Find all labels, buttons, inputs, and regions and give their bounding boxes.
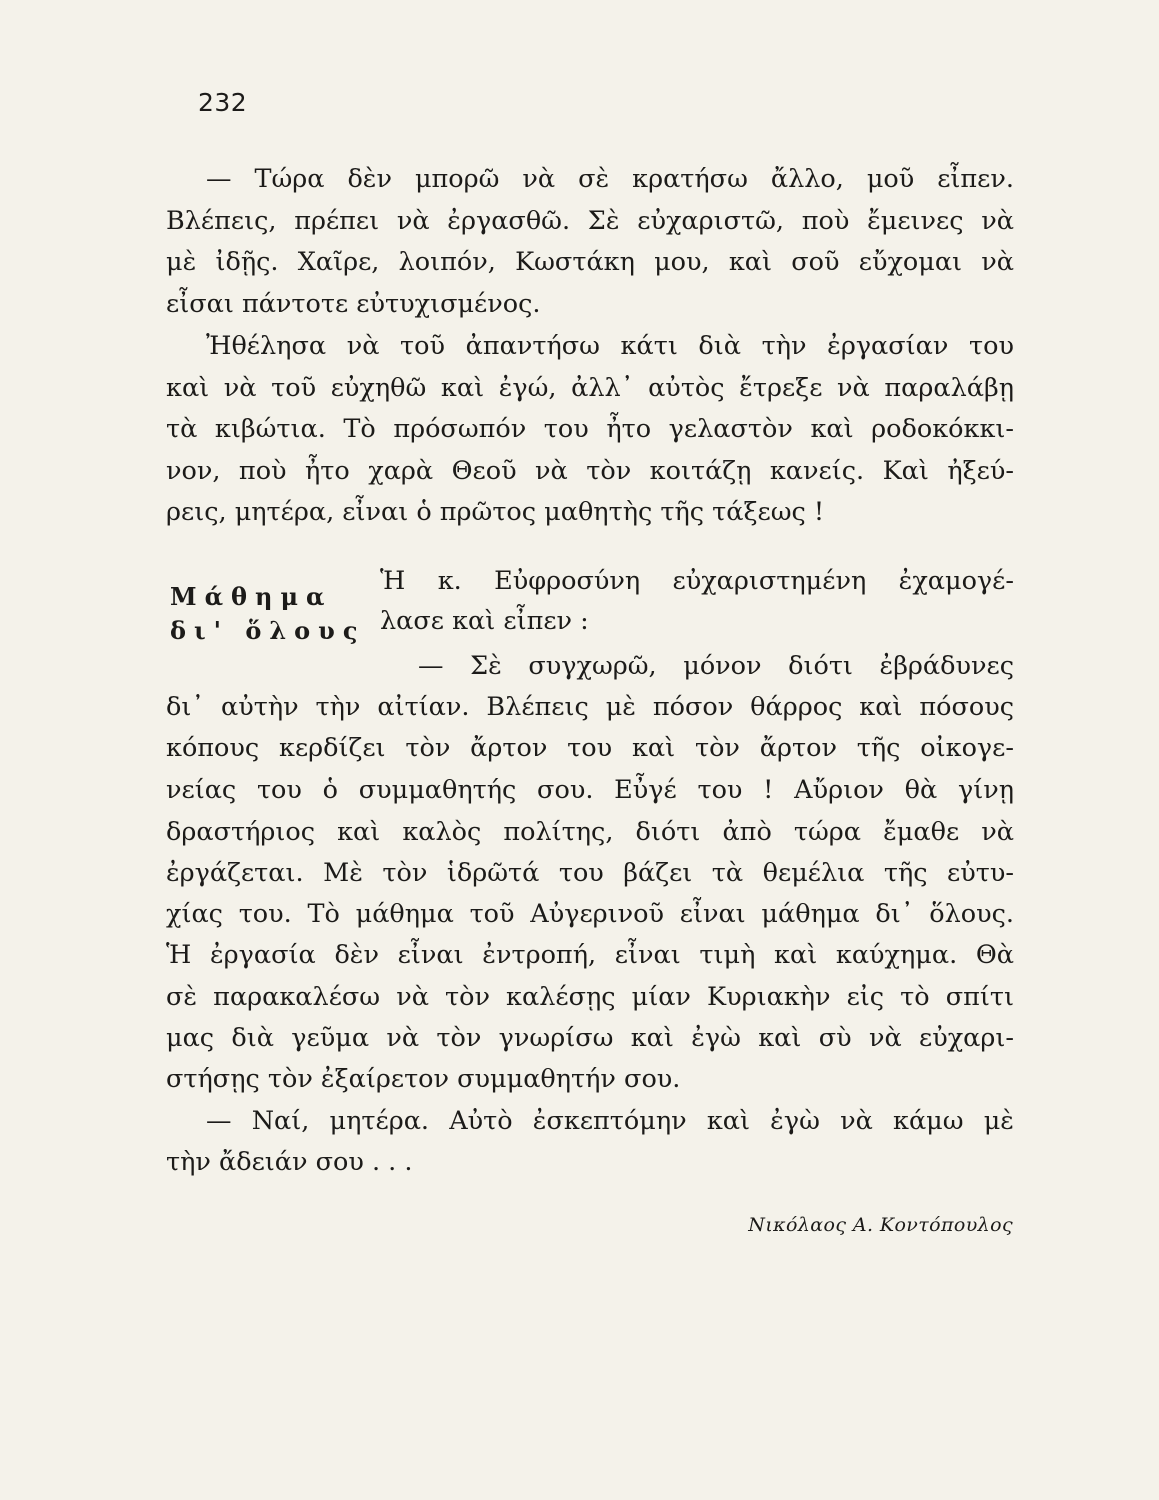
- text-line: Ἠθέλησα νὰ τοῦ ἀπαντήσω κάτι διὰ τὴν ἐργασίαν του: [206, 331, 1014, 361]
- text-line: χίας του. Τὸ μάθημα τοῦ Αὐγερινοῦ εἶναι μάθημα δι᾽ ὅλους.: [166, 899, 1014, 929]
- text-line: — Σὲ συγχωρῶ, μόνον διότι ἐβράδυνες: [418, 651, 1014, 681]
- text-line: Βλέπεις, πρέπει νὰ ἐργασθῶ. Σὲ εὐχαριστῶ, ποὺ ἔμεινες νὰ: [166, 206, 1014, 236]
- text-line: Ἡ κ. Εὐφροσύνη εὐχαριστημένη ἐχαμογέ-: [380, 566, 1014, 596]
- text-line: δι᾽ αὐτὴν τὴν αἰτίαν. Βλέπεις μὲ πόσον θάρρος καὶ πόσους: [166, 692, 1014, 722]
- text-line: τὴν ἄδειάν σου . . .: [166, 1147, 413, 1177]
- text-line: Ἡ ἐργασία δὲν εἶναι ἐντροπή, εἶναι τιμὴ καὶ καύχημα. Θὰ: [166, 940, 1014, 970]
- text-line: εἶσαι πάντοτε εὐτυχισμένος.: [166, 289, 541, 319]
- text-line: — Ναί, μητέρα. Αὐτὸ ἐσκεπτόμην καὶ ἐγὼ νὰ κάμω μὲ: [206, 1106, 1014, 1136]
- text-line: σὲ παρακαλέσω νὰ τὸν καλέσῃς μίαν Κυριακὴν εἰς τὸ σπίτι: [166, 982, 1014, 1012]
- text-line: — Τώρα δὲν μπορῶ νὰ σὲ κρατήσω ἄλλο, μοῦ εἶπεν.: [206, 164, 1014, 194]
- text-line: τὰ κιβώτια. Τὸ πρόσωπόν του ἦτο γελαστὸν καὶ ροδοκόκκι-: [166, 414, 1014, 444]
- page-number: 232: [198, 88, 248, 117]
- text-line: κόπους κερδίζει τὸν ἄρτον του καὶ τὸν ἄρτον τῆς οἰκογε-: [166, 733, 1014, 763]
- text-line: ρεις, μητέρα, εἶναι ὁ πρῶτος μαθητὴς τῆς τάξεως !: [166, 497, 825, 527]
- text-line: ἐργάζεται. Μὲ τὸν ἱδρῶτά του βάζει τὰ θεμέλια τῆς εὐτυ-: [166, 858, 1014, 888]
- text-line: στήσῃς τὸν ἐξαίρετον συμμαθητήν σου.: [166, 1064, 681, 1094]
- text-line: νον, ποὺ ἦτο χαρὰ Θεοῦ νὰ τὸν κοιτάζῃ κανείς. Καὶ ἠξεύ-: [166, 456, 1014, 486]
- text-line: καὶ νὰ τοῦ εὐχηθῶ καὶ ἐγώ, ἀλλ᾽ αὐτὸς ἔτρεξε νὰ παραλάβῃ: [166, 373, 1014, 403]
- text-line: νείας του ὁ συμμαθητής σου. Εὖγέ του ! Αὔριον θὰ γίνῃ: [166, 775, 1014, 805]
- text-line: μας διὰ γεῦμα νὰ τὸν γνωρίσω καὶ ἐγὼ καὶ σὺ νὰ εὐχαρι-: [166, 1023, 1014, 1053]
- text-line: μὲ ἰδῇς. Χαῖρε, λοιπόν, Κωστάκη μου, καὶ σοῦ εὔχομαι νὰ: [166, 247, 1014, 277]
- margin-note-subtitle: δι' ὅλους: [170, 616, 366, 645]
- margin-note-title: Μάθημα: [170, 582, 333, 611]
- author-signature: Νικόλαος Α. Κοντόπουλος: [748, 1214, 1013, 1236]
- text-line: δραστήριος καὶ καλὸς πολίτης, διότι ἀπὸ τώρα ἔμαθε νὰ: [166, 817, 1014, 847]
- text-line: λασε καὶ εἶπεν :: [380, 606, 589, 636]
